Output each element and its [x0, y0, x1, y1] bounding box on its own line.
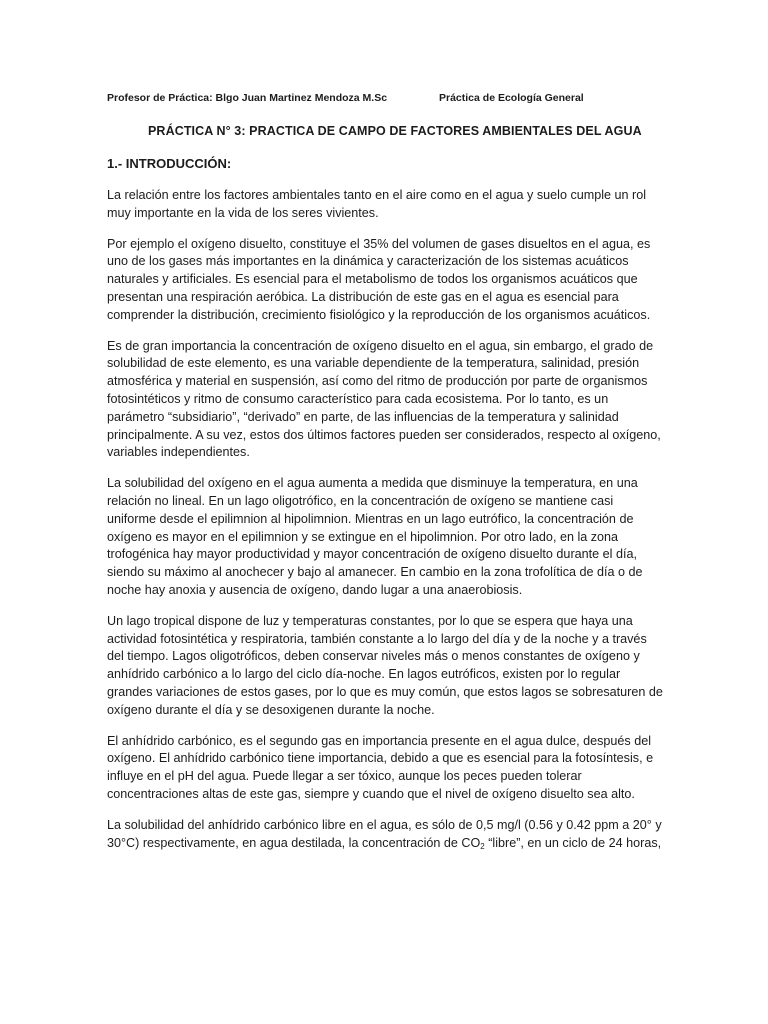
header-course: Práctica de Ecología General — [439, 92, 584, 104]
paragraph-text: La solubilidad del anhídrido carbónico libre en el agua, es sólo de 0,5 mg/l (0.56 y 0.42 ppm a 20° y 30°C) respectivamente, en agua destilada, la concentración de CO — [107, 817, 662, 850]
header-professor: Profesor de Práctica: Blgo Juan Martinez Mendoza M.Sc — [107, 92, 388, 104]
subscript: 2 — [480, 841, 485, 851]
body-text — [107, 187, 663, 865]
paragraph: La solubilidad del oxígeno en el agua aumenta a medida que disminuye la temperatura, en una relación no lineal. En un lago oligotrófico, en la concentración de oxígeno se mantiene casi uniforme desde el epilimnion al hipolimnion. Mientras en un lago eutrófico, la concentración de oxígeno es mayor en el epilimnion y se extingue en el hipolimnion. Por otro lado, en la zona trofogénica hay mayor productividad y mayor concentración de oxígeno disuelto durante el día, siendo su máximo al anochecer y bajo al amanecer. En cambio en la zona trofolítica de día o de noche hay anoxia y ausencia de oxígeno, dando lugar a una anaerobiosis. — [107, 476, 643, 597]
paragraph: Es de gran importancia la concentración de oxígeno disuelto en el agua, sin embargo, el grado de solubilidad de este elemento, es una variable dependiente de la temperatura, salinidad, presión atmosférica y material en suspensión, así como del ritmo de producción por parte de organismos fotosintéticos y ritmo de consumo característico para cada ecosistema. Por lo tanto, es un parámetro “subsidiario”, “derivado” en parte, de las influencias de la temperatura y salinidad principalmente. A su vez, estos dos últimos factores pueden ser considerados, respecto al oxígeno, variables independientes. — [107, 338, 661, 460]
paragraph: Por ejemplo el oxígeno disuelto, constituye el 35% del volumen de gases disueltos en el agua, es uno de los gases más importantes en la dinámica y caracterización de los sistemas acuáticos naturales y artificiales. Es esencial para el metabolismo de todos los organismos acuáticos que presentan una respiración aeróbica. La distribución de este gas en el agua es esencial para comprender la distribución, crecimiento fisiológico y la reproducción de los organismos acuáticos. — [107, 236, 651, 322]
paragraph: La relación entre los factores ambientales tanto en el aire como en el agua y suelo cumple un rol muy importante en la vida de los seres vivientes. — [107, 188, 647, 220]
paragraph: El anhídrido carbónico, es el segundo gas en importancia presente en el agua dulce, después del oxígeno. El anhídrido carbónico tiene importancia, debido a que es esencial para la fotosíntesis, e influye en el pH del agua. Puede llegar a ser tóxico, aunque los peces pueden tolerar concentraciones altas de este gas, siempre y cuando que el nivel de oxígeno disuelto sea alto. — [107, 733, 654, 801]
paragraph-text-continued: “libre”, en un ciclo de 24 horas, — [484, 835, 662, 850]
paragraph: Un lago tropical dispone de luz y temperaturas constantes, por lo que se espera que haya una actividad fotosintética y respiratoria, también constante a lo largo del día y de la noche y a través del tiempo. Lagos oligotróficos, deben conservar niveles más o menos constantes de oxígeno y anhídrido carbónico a lo largo del ciclo día-noche. En lagos eutróficos, existen por lo regular grandes variaciones de estos gases, por lo que es muy común, que estos lagos se sobresaturen de oxígeno durante el día y se desoxigenen durante la noche. — [107, 613, 663, 717]
practice-title: PRÁCTICA N° 3: PRACTICA DE CAMPO DE FACTORES AMBIENTALES DEL AGUA — [148, 124, 642, 138]
paragraph-last — [107, 817, 663, 853]
section-heading: 1.- INTRODUCCIÓN: — [107, 156, 232, 171]
